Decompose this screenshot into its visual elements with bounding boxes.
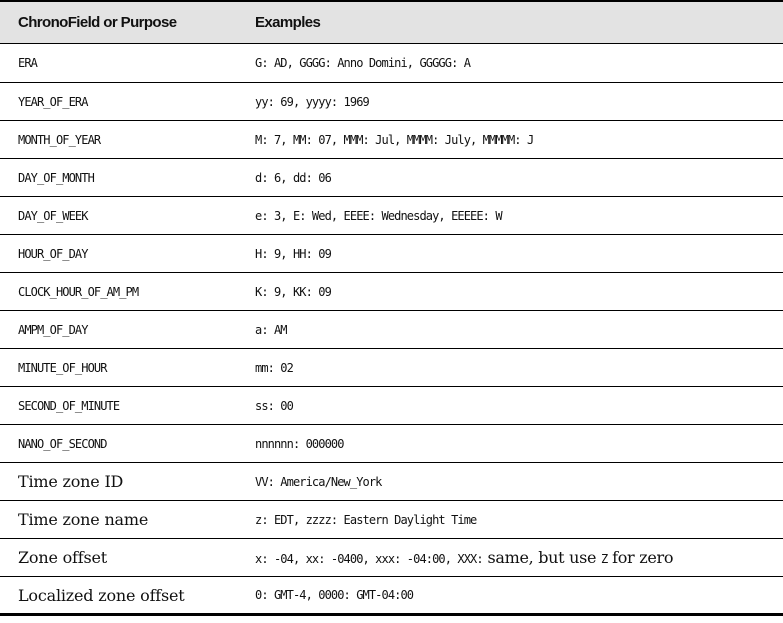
table-row [0,349,783,387]
field-cell: MINUTE_OF_HOUR [0,349,240,387]
field-cell: ERA [0,44,240,83]
example-cell: G: AD, GGGG: Anno Domini, GGGGG: A [240,44,783,83]
example-cell: a: AM [240,311,783,349]
table-header-row [0,1,783,44]
table-row [0,577,783,615]
table-row [0,425,783,463]
example-cell: nnnnnn: 000000 [240,425,783,463]
example-code-part: Z [600,551,608,566]
example-text-part: same, but use [482,547,601,567]
example-cell: M: 7, MM: 07, MMM: Jul, MMMM: July, MMMMM: J [240,121,783,159]
example-cell: yy: 69, yyyy: 1969 [240,83,783,121]
example-cell: 0: GMT-4, 0000: GMT-04:00 [255,588,414,602]
column-header-chronofield: ChronoField or Purpose [0,1,240,44]
table-row [0,463,783,501]
table-row [0,44,783,83]
table-row [0,539,783,577]
field-cell: NANO_OF_SECOND [0,425,240,463]
example-cell: K: 9, KK: 09 [240,273,783,311]
field-cell: Zone offset [0,539,240,577]
field-cell: HOUR_OF_DAY [0,235,240,273]
example-cell: ss: 00 [240,387,783,425]
field-cell: MONTH_OF_YEAR [0,121,240,159]
example-cell: mm: 02 [240,349,783,387]
table-row [0,159,783,197]
example-text-part: for zero [607,547,674,567]
table-row [0,501,783,539]
field-cell: YEAR_OF_ERA [0,83,240,121]
example-cell: d: 6, dd: 06 [240,159,783,197]
example-cell: z: EDT, zzzz: Eastern Daylight Time [240,501,783,539]
example-cell [240,539,783,577]
example-cell: H: 9, HH: 09 [240,235,783,273]
field-cell: SECOND_OF_MINUTE [0,387,240,425]
field-cell: Time zone ID [0,463,240,501]
column-header-examples: Examples [240,1,783,44]
field-cell: AMPM_OF_DAY [0,311,240,349]
field-cell: Time zone name [0,501,240,539]
field-cell: CLOCK_HOUR_OF_AM_PM [0,273,240,311]
table-row [0,83,783,121]
table-row [0,387,783,425]
field-cell: Localized zone offset [18,585,185,605]
example-cell: e: 3, E: Wed, EEEE: Wednesday, EEEEE: W [240,197,783,235]
example-cell: VV: America/New_York [240,463,783,501]
example-code-part: x: -04, xx: -0400, xxx: -04:00, XXX: [255,551,483,566]
table-row [0,273,783,311]
table-row [0,121,783,159]
table-row [0,197,783,235]
field-cell: DAY_OF_MONTH [0,159,240,197]
table-row [0,235,783,273]
field-cell: DAY_OF_WEEK [0,197,240,235]
table-row [0,311,783,349]
